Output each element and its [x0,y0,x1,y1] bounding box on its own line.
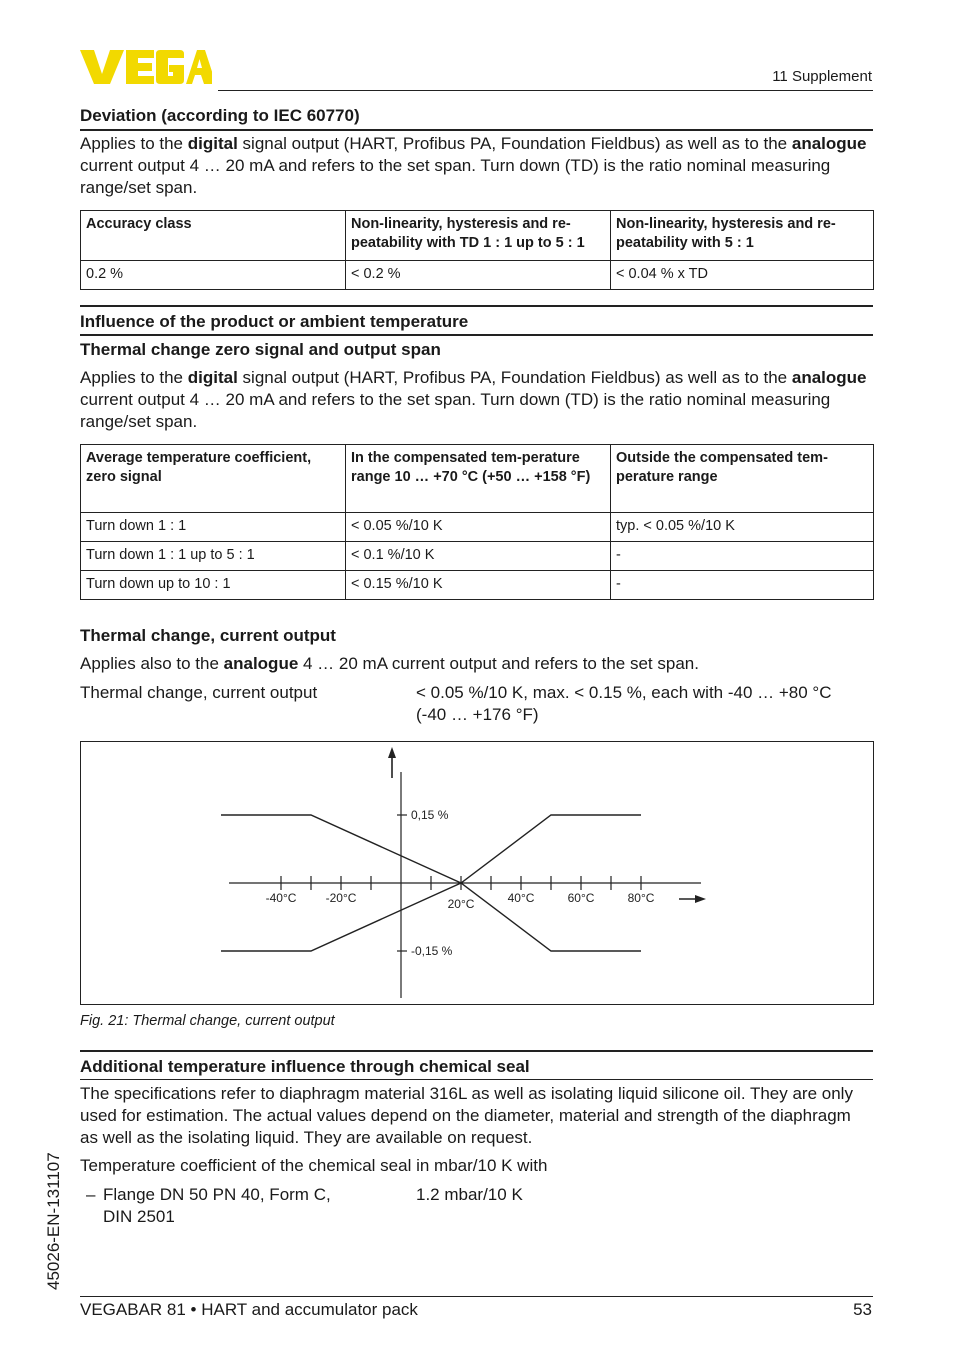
current-output-value-line2: (-40 … +176 °F) [416,705,539,724]
footer-title: VEGABAR 81 • HART and accumulator pack [80,1300,418,1319]
x-tick-label: -40°C [265,891,297,905]
thermal-change-chart-frame [80,741,874,1005]
table-cell: - [611,571,874,600]
table-cell: < 0.1 %/10 K [346,542,611,571]
deviation-heading: Deviation (according to IEC 60770) [80,106,360,125]
table-cell: < 0.15 %/10 K [346,571,611,600]
table-header-cell: Outside the compensated tem-perature range [611,445,874,513]
influence-intro: Applies to the digital signal output (HART, Profibus PA, Foundation Fieldbus) as well as to the analogue current output 4 … 20 mA and refers to the set span. Turn down (TD) is the ratio nominal measuring range/set span. [80,368,867,431]
thermal-current-heading: Thermal change, current output [80,626,336,645]
table-row [81,542,874,571]
chemical-seal-rule [80,1079,873,1080]
chemical-seal-top-rule [80,1050,873,1052]
table-header-cell: Non-linearity, hysteresis and re-peatability with 5 : 1 [611,211,874,261]
influence-heading: Influence of the product or ambient temperature [80,312,469,331]
table-cell: < 0.05 %/10 K [346,513,611,542]
table-cell: Turn down 1 : 1 [81,513,346,542]
x-tick-label: 60°C [567,891,595,905]
page-number: 53 [853,1300,872,1319]
table-cell: Turn down 1 : 1 up to 5 : 1 [81,542,346,571]
table-row [81,261,874,290]
vega-logo [80,50,212,84]
temperature-coefficient-intro: Temperature coefficient of the chemical seal in mbar/10 K with [80,1156,548,1175]
list-bullet: – [86,1185,96,1204]
chemical-seal-paragraph: The specifications refer to diaphragm material 316L as well as isolating liquid silicone oil. They are only used for estimation. The actual values depend on the diameter, material and strength of the diaphragm as well as the isolating liquid. They are available on request. [80,1084,853,1147]
y-axis-arrowhead [388,747,396,758]
table-row [81,513,874,542]
table-header-row [81,445,874,513]
current-output-intro: Applies also to the analogue 4 … 20 mA current output and refers to the set span. [80,654,699,673]
influence-rule [80,334,873,336]
accuracy-table [80,210,874,290]
table-header-cell: Average temperature coefficient, zero signal [81,445,346,513]
table-row [81,571,874,600]
current-output-value [416,682,873,726]
table-cell: typ. < 0.05 %/10 K [611,513,874,542]
table-header-row [81,211,874,261]
flange-value: 1.2 mbar/10 K [416,1185,523,1204]
thermal-change-chart [81,742,873,1004]
footer-rule [80,1296,873,1297]
table-cell: - [611,542,874,571]
x-tick-label: 40°C [507,891,535,905]
current-output-value-line1: < 0.05 %/10 K, max. < 0.15 %, each with -40 … +80 °C [416,683,832,702]
table-cell: < 0.04 % x TD [611,261,874,290]
temperature-coefficient-table [80,444,874,600]
table-header-cell: Non-linearity, hysteresis and re-peatability with TD 1 : 1 up to 5 : 1 [346,211,611,261]
figure-caption: Fig. 21: Thermal change, current output [80,1013,335,1029]
flange-label-line1: Flange DN 50 PN 40, Form C, [103,1185,331,1204]
table-cell: < 0.2 % [346,261,611,290]
header-rule [218,90,873,91]
x-tick-label: 80°C [627,891,655,905]
document-code: 45026-EN-131107 [44,1152,63,1290]
influence-top-rule [80,305,873,307]
chemical-seal-heading: Additional temperature influence through chemical seal [80,1057,530,1076]
thermal-zero-heading: Thermal change zero signal and output span [80,340,441,359]
y-tick-label: 0,15 % [411,808,449,822]
flange-label-line2: DIN 2501 [103,1207,175,1226]
flange-label [103,1184,403,1228]
x-axis-arrowhead [695,895,706,903]
section-title: 11 Supplement [772,68,872,85]
table-cell: 0.2 % [81,261,346,290]
current-output-label: Thermal change, current output [80,683,318,702]
x-tick-label: 20°C [447,897,475,911]
deviation-intro: Applies to the digital signal output (HART, Profibus PA, Foundation Fieldbus) as well as to the analogue current output 4 … 20 mA and refers to the set span. Turn down (TD) is the ratio nominal measuring range/set span. [80,134,867,197]
table-header-cell: In the compensated tem-perature range 10 … +70 °C (+50 … +158 °F) [346,445,611,513]
deviation-rule [80,129,873,131]
x-tick-label: -20°C [325,891,357,905]
y-tick-label: -0,15 % [411,944,453,958]
table-cell: Turn down up to 10 : 1 [81,571,346,600]
table-header-cell: Accuracy class [81,211,346,261]
